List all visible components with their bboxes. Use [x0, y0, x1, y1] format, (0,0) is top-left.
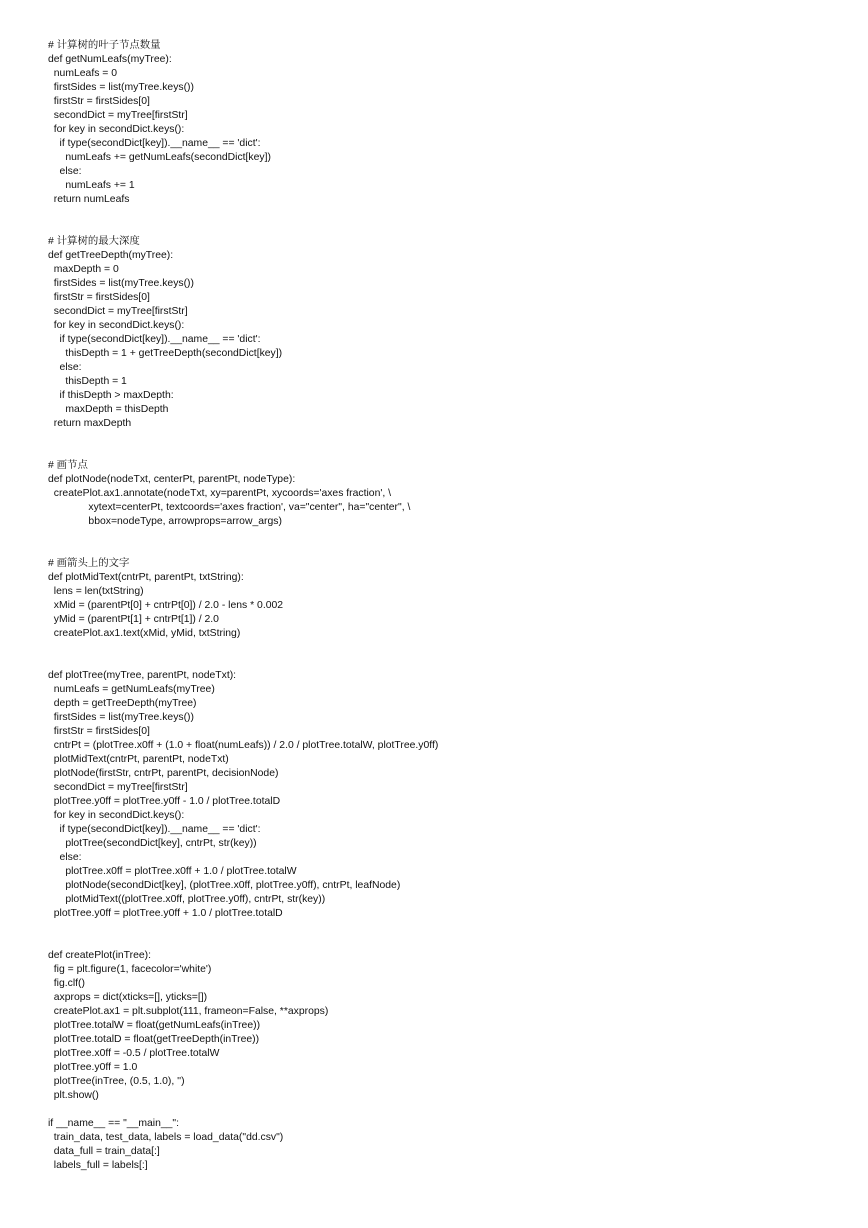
code-line: if __name__ == "__main__": [48, 1118, 179, 1129]
code-line: secondDict = myTree[firstStr] [48, 306, 188, 317]
function-definition-line: def plotNode(nodeTxt, centerPt, parentPt, nodeType): [48, 474, 296, 485]
code-line: return maxDepth [48, 418, 132, 429]
code-line: if thisDepth > maxDepth: [48, 390, 174, 401]
code-line: plotMidText((plotTree.x0ff, plotTree.y0ff), cntrPt, str(key)) [48, 894, 326, 905]
code-line: plotTree(secondDict[key], cntrPt, str(key)) [48, 838, 257, 849]
code-line: fig.clf() [48, 978, 85, 989]
code-line: numLeafs = 0 [48, 68, 118, 79]
code-line: plotTree.y0ff = plotTree.y0ff + 1.0 / plotTree.totalD [48, 908, 283, 919]
code-line: secondDict = myTree[firstStr] [48, 782, 188, 793]
code-line: labels_full = labels[:] [48, 1160, 148, 1171]
comment-line: # 计算树的叶子节点数量 [48, 40, 161, 51]
code-line: if type(secondDict[key]).__name__ == 'dict': [48, 334, 261, 345]
blank-line [48, 221, 848, 235]
blank-line [48, 445, 848, 459]
code-line: for key in secondDict.keys(): [48, 124, 185, 135]
function-definition-line: def plotMidText(cntrPt, parentPt, txtString): [48, 572, 244, 583]
code-line: numLeafs += getNumLeafs(secondDict[key]) [48, 152, 271, 163]
blank-line [48, 641, 848, 655]
code-line: plotTree(inTree, (0.5, 1.0), '') [48, 1076, 185, 1087]
code-line: plotTree.y0ff = 1.0 [48, 1062, 138, 1073]
blank-line [48, 431, 848, 445]
function-definition-line: def createPlot(inTree): [48, 950, 151, 961]
code-line: maxDepth = thisDepth [48, 404, 169, 415]
code-line: yMid = (parentPt[1] + cntrPt[1]) / 2.0 [48, 614, 219, 625]
code-line: if type(secondDict[key]).__name__ == 'dict': [48, 138, 261, 149]
code-line: createPlot.ax1.annotate(nodeTxt, xy=parentPt, xycoords='axes fraction', \ [48, 488, 392, 499]
code-line: firstStr = firstSides[0] [48, 292, 150, 303]
code-line: depth = getTreeDepth(myTree) [48, 698, 197, 709]
code-line: numLeafs += 1 [48, 180, 135, 191]
code-line: plotTree.totalD = float(getTreeDepth(inTree)) [48, 1034, 260, 1045]
blank-line [48, 935, 848, 949]
function-definition-line: def plotTree(myTree, parentPt, nodeTxt): [48, 670, 237, 681]
code-line: xytext=centerPt, textcoords='axes fraction', va="center", ha="center", \ [48, 502, 411, 513]
code-line: else: [48, 166, 82, 177]
code-listing [48, 39, 848, 1173]
code-line: firstStr = firstSides[0] [48, 726, 150, 737]
code-line: xMid = (parentPt[0] + cntrPt[0]) / 2.0 - lens * 0.002 [48, 600, 284, 611]
code-line: firstSides = list(myTree.keys()) [48, 278, 194, 289]
blank-line [48, 543, 848, 557]
code-line: thisDepth = 1 + getTreeDepth(secondDict[key]) [48, 348, 283, 359]
code-line: plotTree.y0ff = plotTree.y0ff - 1.0 / plotTree.totalD [48, 796, 281, 807]
code-line: bbox=nodeType, arrowprops=arrow_args) [48, 516, 282, 527]
blank-line [48, 1103, 848, 1117]
code-line: plt.show() [48, 1090, 99, 1101]
comment-line: # 画箭头上的文字 [48, 558, 130, 569]
code-line: for key in secondDict.keys(): [48, 810, 185, 821]
blank-line [48, 207, 848, 221]
code-line: plotNode(firstStr, cntrPt, parentPt, decisionNode) [48, 768, 279, 779]
blank-line [48, 921, 848, 935]
code-line: firstStr = firstSides[0] [48, 96, 150, 107]
code-line: return numLeafs [48, 194, 130, 205]
code-line: plotNode(secondDict[key], (plotTree.x0ff, plotTree.y0ff), cntrPt, leafNode) [48, 880, 401, 891]
code-line: else: [48, 852, 82, 863]
function-definition-line: def getTreeDepth(myTree): [48, 250, 174, 261]
code-line: numLeafs = getNumLeafs(myTree) [48, 684, 215, 695]
blank-line [48, 655, 848, 669]
code-line: secondDict = myTree[firstStr] [48, 110, 188, 121]
code-line: thisDepth = 1 [48, 376, 127, 387]
code-line: plotTree.totalW = float(getNumLeafs(inTree)) [48, 1020, 261, 1031]
code-line: createPlot.ax1 = plt.subplot(111, frameon=False, **axprops) [48, 1006, 329, 1017]
code-line: firstSides = list(myTree.keys()) [48, 712, 194, 723]
code-line: cntrPt = (plotTree.x0ff + (1.0 + float(numLeafs)) / 2.0 / plotTree.totalW, plotTree.y0ff) [48, 740, 439, 751]
code-line: train_data, test_data, labels = load_data("dd.csv") [48, 1132, 284, 1143]
code-line: createPlot.ax1.text(xMid, yMid, txtString) [48, 628, 241, 639]
code-line: fig = plt.figure(1, facecolor='white') [48, 964, 212, 975]
code-line: plotMidText(cntrPt, parentPt, nodeTxt) [48, 754, 229, 765]
code-line: maxDepth = 0 [48, 264, 119, 275]
code-line: plotTree.x0ff = -0.5 / plotTree.totalW [48, 1048, 220, 1059]
code-line: for key in secondDict.keys(): [48, 320, 185, 331]
code-line: axprops = dict(xticks=[], yticks=[]) [48, 992, 208, 1003]
code-line: firstSides = list(myTree.keys()) [48, 82, 194, 93]
code-line: else: [48, 362, 82, 373]
comment-line: # 计算树的最大深度 [48, 236, 140, 247]
function-definition-line: def getNumLeafs(myTree): [48, 54, 172, 65]
code-line: plotTree.x0ff = plotTree.x0ff + 1.0 / plotTree.totalW [48, 866, 297, 877]
comment-line: # 画节点 [48, 460, 88, 471]
blank-line [48, 529, 848, 543]
code-line: lens = len(txtString) [48, 586, 144, 597]
code-line: data_full = train_data[:] [48, 1146, 160, 1157]
code-line: if type(secondDict[key]).__name__ == 'dict': [48, 824, 261, 835]
